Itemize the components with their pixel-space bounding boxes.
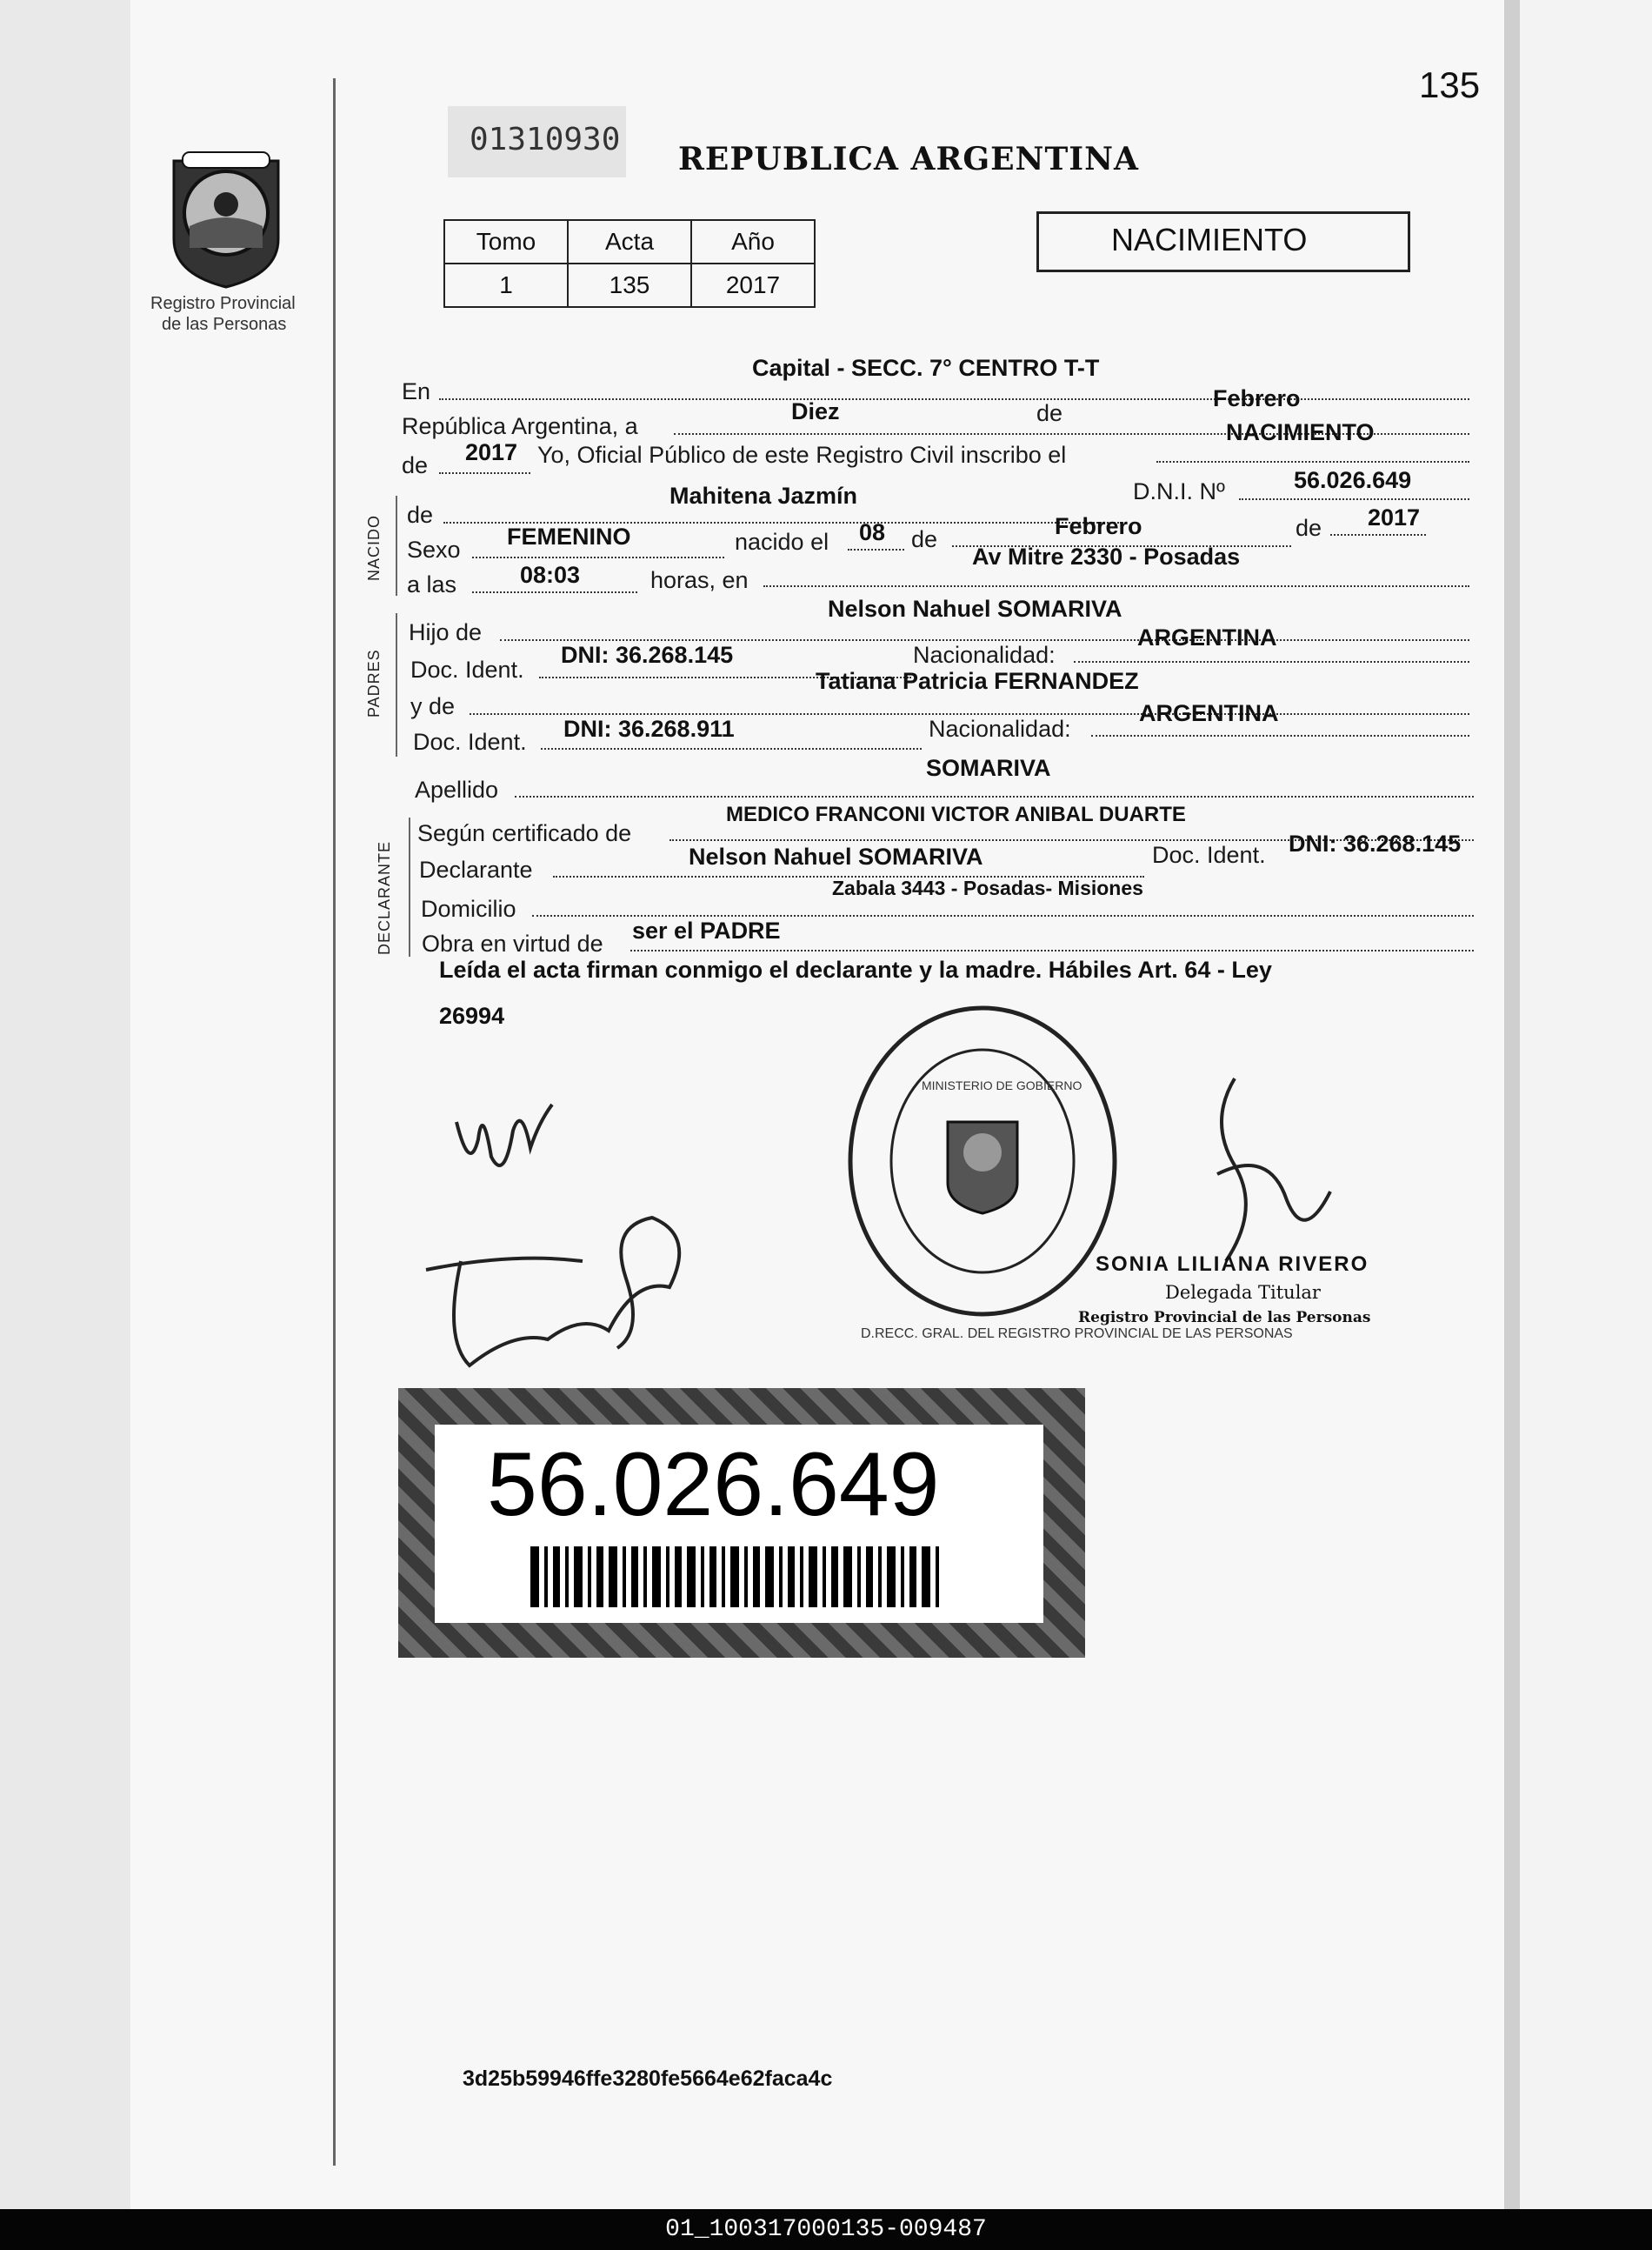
de3-label: de <box>407 502 434 528</box>
footer-id: 01_100317000135-009487 <box>0 2209 1652 2250</box>
margin-rule <box>333 78 336 2166</box>
sticker-number: 56.026.649 <box>487 1434 940 1535</box>
reference-table <box>443 219 816 308</box>
closing-line1: Leída el acta firman conmigo el declarante y la madre. Hábiles Art. 64 - Ley <box>439 957 1272 983</box>
en-value: Capital - SECC. 7° CENTRO T-T <box>752 355 1100 381</box>
mes-value: Febrero <box>1213 385 1301 411</box>
nacido-anio: 2017 <box>1368 504 1421 531</box>
nac2-label: Nacionalidad: <box>929 716 1071 742</box>
domicilio-value: Zabala 3443 - Posadas- Misiones <box>832 877 1143 899</box>
padre-dots <box>500 639 1469 641</box>
province-logo <box>157 144 296 291</box>
tomo-header: Tomo <box>444 220 568 264</box>
seal-outer-text: D.RECC. GRAL. DEL REGISTRO PROVINCIAL DE LAS PERSONAS <box>861 1326 1293 1341</box>
declarante-label: Declarante <box>419 857 533 883</box>
page-edge <box>1504 0 1520 2209</box>
horas-label: horas, en <box>650 567 749 593</box>
nac1-label: Nacionalidad: <box>913 642 1056 668</box>
hijo-label: Hijo de <box>409 619 483 645</box>
doc3-label: Doc. Ident. <box>1152 842 1266 868</box>
left-margin <box>0 0 130 2209</box>
en-dots <box>439 398 1469 400</box>
republica-label: República Argentina, a <box>402 413 638 439</box>
logo-caption-line2: de las Personas <box>162 315 287 334</box>
section-label-declarante: DECLARANTE <box>376 840 393 955</box>
sexo-label: Sexo <box>407 537 461 563</box>
domicilio-dots <box>532 915 1474 917</box>
nombre-value: Mahitena Jazmín <box>669 483 858 509</box>
dni-label: D.N.I. Nº <box>1133 478 1225 504</box>
sticker-white-area <box>435 1425 1043 1623</box>
reference-value-row <box>444 264 815 307</box>
anio-value: 2017 <box>691 264 815 307</box>
nac1-dots <box>1074 661 1469 663</box>
obra-label: Obra en virtud de <box>422 931 603 957</box>
act-type: NACIMIENTO <box>1111 222 1308 257</box>
closing-line2: 26994 <box>439 1003 505 1029</box>
misiones-shield-icon <box>157 144 296 291</box>
obra-value: ser el PADRE <box>632 918 781 944</box>
doc2-dots <box>541 748 922 750</box>
logo-caption-line1: Registro Provincial <box>150 294 296 313</box>
official-office: Registro Provincial de las Personas <box>1078 1309 1371 1326</box>
de4-label: de <box>911 526 938 552</box>
anio-value: 2017 <box>465 439 518 465</box>
hora-dots <box>472 591 637 593</box>
apellido-label: Apellido <box>415 777 499 803</box>
dni-sticker <box>398 1388 1085 1658</box>
lugar-value: Av Mitre 2330 - Posadas <box>972 544 1241 570</box>
official-signature <box>1200 1070 1339 1279</box>
seal-inner-text: MINISTERIO DE GOBIERNO <box>922 1078 1082 1092</box>
official-title: Delegada Titular <box>1165 1282 1321 1303</box>
section-rule-nacido <box>396 496 397 596</box>
doc1-value: DNI: 36.268.145 <box>561 642 734 668</box>
de5-label: de <box>1296 515 1322 541</box>
seal-icon <box>843 1000 1122 1322</box>
segun-label: Según certificado de <box>417 820 632 846</box>
madre-value: Tatiana Patricia FERNANDEZ <box>816 668 1139 694</box>
doc2-label: Doc. Ident. <box>413 729 527 755</box>
inscribo-dots <box>1156 461 1469 463</box>
lugar-dots <box>763 585 1469 587</box>
barcode-icon <box>530 1546 948 1607</box>
nacido-anio-dots <box>1330 534 1426 536</box>
nac2-dots <box>1091 735 1469 737</box>
nac1-value: ARGENTINA <box>1137 624 1277 651</box>
inscribo-value: NACIMIENTO <box>1226 419 1375 445</box>
nacido-el-label: nacido el <box>735 529 829 555</box>
doc2-value: DNI: 36.268.911 <box>563 716 735 742</box>
anio-dots <box>439 472 530 474</box>
alas-label: a las <box>407 571 457 598</box>
section-label-padres: PADRES <box>365 649 383 718</box>
apellido-dots <box>515 796 1474 798</box>
madre-dots <box>470 713 1469 715</box>
dni-dots <box>1239 498 1469 500</box>
sexo-value: FEMENINO <box>507 524 631 550</box>
padre-value: Nelson Nahuel SOMARIVA <box>828 596 1122 622</box>
official-seal <box>843 1000 1122 1322</box>
de2-label: de <box>402 452 429 478</box>
acta-value: 135 <box>568 264 691 307</box>
anio-header: Año <box>691 220 815 264</box>
page-number: 135 <box>1419 64 1481 105</box>
section-label-nacido: NACIDO <box>365 514 383 581</box>
official-name: SONIA LILIANA RIVERO <box>1096 1252 1369 1276</box>
obra-dots <box>630 950 1474 951</box>
tomo-value: 1 <box>444 264 568 307</box>
doc1-label: Doc. Ident. <box>410 657 524 683</box>
nacido-dia-dots <box>848 549 904 551</box>
yde-label: y de <box>410 693 456 719</box>
acta-header: Acta <box>568 220 691 264</box>
segun-value: MEDICO FRANCONI VICTOR ANIBAL DUARTE <box>726 803 1186 826</box>
de-label: de <box>1036 400 1063 426</box>
nacido-dia: 08 <box>859 519 886 545</box>
section-rule-padres <box>396 613 397 757</box>
nac2-value: ARGENTINA <box>1139 700 1279 726</box>
nacido-mes: Febrero <box>1055 513 1142 539</box>
hora-value: 08:03 <box>520 562 581 588</box>
dni-value: 56.026.649 <box>1294 467 1412 493</box>
serial-number: 01310930 <box>470 122 621 157</box>
apellido-value: SOMARIVA <box>926 755 1051 781</box>
madre-signature <box>409 1200 722 1374</box>
declarante-value: Nelson Nahuel SOMARIVA <box>689 844 983 870</box>
yo-label: Yo, Oficial Público de este Registro Civil inscribo el <box>537 442 1067 468</box>
document-hash: 3d25b59946ffe3280fe5664e62faca4c <box>463 2066 833 2091</box>
section-rule-declarante <box>409 818 410 957</box>
dia-value: Diez <box>791 398 840 424</box>
doc3-value: DNI: 36.268.145 <box>1289 831 1462 857</box>
country-title: REPUBLICA ARGENTINA <box>678 141 1139 177</box>
en-label: En <box>402 378 431 404</box>
reference-header-row <box>444 220 815 264</box>
sexo-dots <box>472 557 724 558</box>
declarante-signature <box>452 1087 556 1192</box>
domicilio-label: Domicilio <box>421 896 516 922</box>
